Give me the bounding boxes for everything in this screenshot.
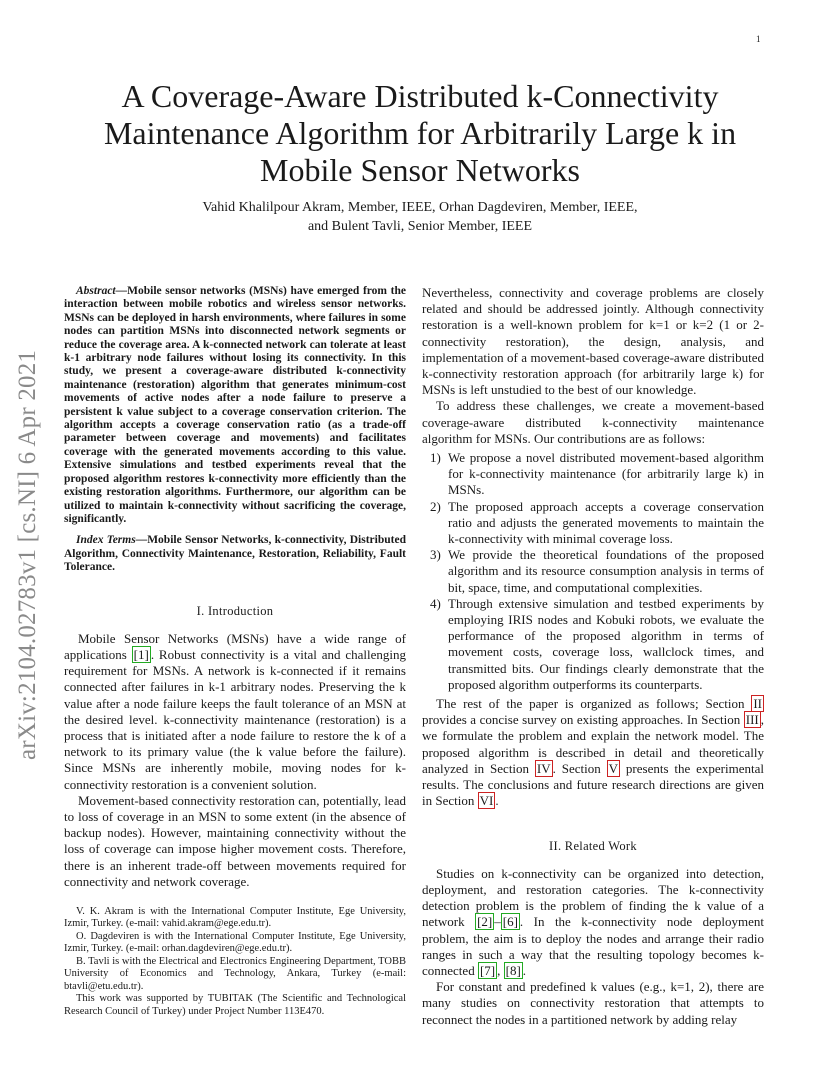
footnote-akram: V. K. Akram is with the International Computer Institute, Ege University, Izmir, Turkey. (e-mail: vahid.akram@ege.edu.tr).: [64, 905, 406, 930]
citation-link[interactable]: [7]: [479, 962, 496, 978]
section-ref-link[interactable]: V: [608, 760, 619, 776]
contribution-number: 3): [430, 547, 441, 563]
section-ref-link[interactable]: VI: [479, 793, 494, 809]
page-number: 1: [756, 34, 761, 44]
related-text: –: [494, 914, 501, 930]
contribution-item: [422, 450, 764, 499]
citation-link[interactable]: [8]: [505, 962, 521, 978]
contribution-number: 2): [430, 498, 441, 514]
authors: [60, 198, 780, 236]
citation-link[interactable]: [2]: [477, 914, 493, 930]
related-text: Studies on k-connectivity can be organized into detection, deployment, and restoration categories. The k-connectivity detection problem is the problem of finding the k value of a network: [422, 865, 764, 930]
left-column: [64, 285, 406, 1018]
contribution-number: 1): [430, 450, 441, 466]
contribution-item: [422, 547, 764, 596]
related-text: .: [522, 962, 527, 978]
related-paragraph-1: [422, 866, 764, 979]
contribution-text: We provide the theoretical foundations of the proposed algorithm and its resource consumption analysis in terms of bit, space, time, and computational complexities.: [448, 547, 764, 595]
intro-p1-text-a: Mobile Sensor Networks (MSNs) have a wide range of applications: [64, 630, 406, 662]
org-text: presents the experimental results. The conclusions and future research directions are given in Section: [422, 760, 764, 809]
section-heading-related-work: II. Related Work: [549, 838, 637, 853]
arxiv-stamp: arXiv:2104.02783v1 [cs.NI] 6 Apr 2021: [14, 349, 41, 760]
section-ref-link[interactable]: IV: [536, 760, 551, 776]
contribution-text: The proposed approach accepts a coverage conservation ratio and adjusts the generated movements to maintain the k-connectivity with minimal coverage loss.: [448, 498, 764, 547]
related-text: . In the k-connectivity node deployment problem, the aim is to deploy the nodes and arrange their radio ranges in such a way that the resulting topology becomes k-connected: [422, 914, 764, 978]
contribution-text: We propose a novel distributed movement-based algorithm for k-connectivity maintenance (for arbitrarily large k) in MSNs.: [448, 450, 764, 498]
index-terms-label: Index Terms—: [76, 534, 148, 547]
footnote-dagdeviren: O. Dagdeviren is with the International Computer Institute, Ege University, Izmir, Turkey. (e-mail: orhan.dagdeviren@ege.edu.tr).: [64, 930, 406, 955]
related-text: ,: [497, 962, 504, 978]
abstract-label: Abstract—: [76, 285, 128, 297]
intro-paragraph-2: Movement-based connectivity restoration can, potentially, lead to loss of coverage in an MSN to some extent (in the absence of backup nodes). However, maintaining connectivity without the loss of coverage can impose higher movement costs. Therefore, there is an inherent trade-off between movements required for connectivity and network coverage.: [64, 792, 406, 889]
paper-title: A Coverage-Aware Distributed k-Connectivity Maintenance Algorithm for Arbitrarily Large k in Mobile Sensor Networks: [103, 78, 737, 188]
footnote-funding: This work was supported by TUBITAK (The Scientific and Technological Research Council of Turkey) under Project Number 113E470.: [64, 993, 406, 1017]
section-ref-link[interactable]: III: [745, 712, 759, 728]
organization-paragraph: [422, 696, 764, 809]
contributions-list: [422, 450, 764, 693]
related-paragraph-2: For constant and predefined k values (e.g., k=1, 2), there are many studies on connectivity restoration that attempts to reconnect the nodes in a partitioned network by adding relay: [422, 979, 764, 1027]
contribution-number: 4): [430, 595, 441, 611]
section-heading-introduction: I. Introduction: [196, 603, 274, 618]
org-text: , we formulate the problem and explain the network model. The proposed algorithm is described in detail and theoretically analyzed in Section: [422, 712, 764, 776]
org-text: The rest of the paper is organized as follows; Section: [436, 696, 752, 712]
contribution-text: Through extensive simulation and testbed experiments by employing IRIS nodes and Kobuki robots, we evaluate the performance of the proposed algorithm in terms of movement costs, coverage loss, wallclock times, and transmitted bits. Our findings clearly demonstrate that the proposed algorithm outperforms its counterparts.: [448, 595, 764, 692]
index-terms-text: Mobile Sensor Networks, k-connectivity, Distributed Algorithm, Connectivity Maintenance, Restoration, Reliability, Fault Tolerance.: [64, 534, 406, 574]
abstract-text: Mobile sensor networks (MSNs) have emerged from the interaction between mobile robotics and wireless sensor networks. MSNs can be deployed in harsh environments, where failures in some nodes can partition MSNs into disconnected network segments or reduce the coverage area. A k-connected network can tolerate at least k-1 arbitrary node failures without losing its connectivity. In this study, we present a coverage-aware distributed k-connectivity maintenance (restoration) algorithm that generates minimum-cost movements of active nodes after a node failure to preserve a persistent k value subject to a coverage conservation criterion. The algorithm accepts a coverage conservation ratio (as a trade-off parameter between coverage and movements) and facilitates coverage with the generated movements according to this value. Extensive simulations and testbed experiments reveal that the proposed algorithm restores k-connectivity more efficiently than the existing restoration algorithms. Furthermore, our algorithm can be utilized to maintain k-connectivity without sacrificing the coverage, significantly.: [64, 285, 406, 525]
abstract: [64, 285, 406, 526]
right-paragraph-1: Nevertheless, connectivity and coverage problems are closely related and should be addressed jointly. Although connectivity restoration is a well-known problem for k=1 or k=2 (1 or 2-connectivity restoration), the design, analysis, and implementation of a movement-based coverage-aware distributed k-connectivity restoration approach (for arbitrarily large k) for MSNs is left unstudied to the best of our knowledge.: [422, 285, 764, 398]
authors-line-2: and Bulent Tavli, Senior Member, IEEE: [307, 219, 533, 234]
org-text: provides a concise survey on existing approaches. In Section: [422, 712, 744, 728]
right-column: [422, 285, 764, 1028]
section-ref-link[interactable]: II: [753, 696, 762, 712]
right-paragraph-2: To address these challenges, we create a movement-based coverage-aware distributed k-connectivity maintenance algorithm for MSNs. Our contributions are as follows:: [422, 398, 764, 446]
contribution-item: [422, 499, 764, 548]
org-text: . Section: [552, 760, 607, 776]
org-text: .: [495, 793, 499, 809]
authors-line-1: Vahid Khalilpour Akram, Member, IEEE, Orhan Dagdeviren, Member, IEEE,: [202, 200, 638, 215]
index-terms: [64, 534, 406, 574]
footnote-tavli: B. Tavli is with the Electrical and Electronics Engineering Department, TOBB University of Economics and Technology, Ankara, Turkey (e-mail: btavli@etu.edu.tr).: [64, 955, 406, 992]
citation-link[interactable]: [1]: [133, 646, 149, 662]
footnotes: [64, 906, 406, 1019]
intro-paragraph-1: [64, 631, 406, 793]
citation-link[interactable]: [6]: [502, 914, 518, 930]
intro-p1-text-b: . Robust connectivity is a vital and challenging requirement for MSNs. A network is k-connected if it remains connected after failures in k-1 arbitrary nodes. Preserving the k value after a node failure keeps the fault tolerance of an MSN at the desired level. k-connectivity maintenance (restoration) is a process that is initiated after a node failure to restore the k of a network to its primary value (the k value before the failure). Since MSNs are inherently mobile, moving nodes for k-connectivity restoration is a convenient solution.: [64, 646, 406, 792]
contribution-item: [422, 596, 764, 693]
